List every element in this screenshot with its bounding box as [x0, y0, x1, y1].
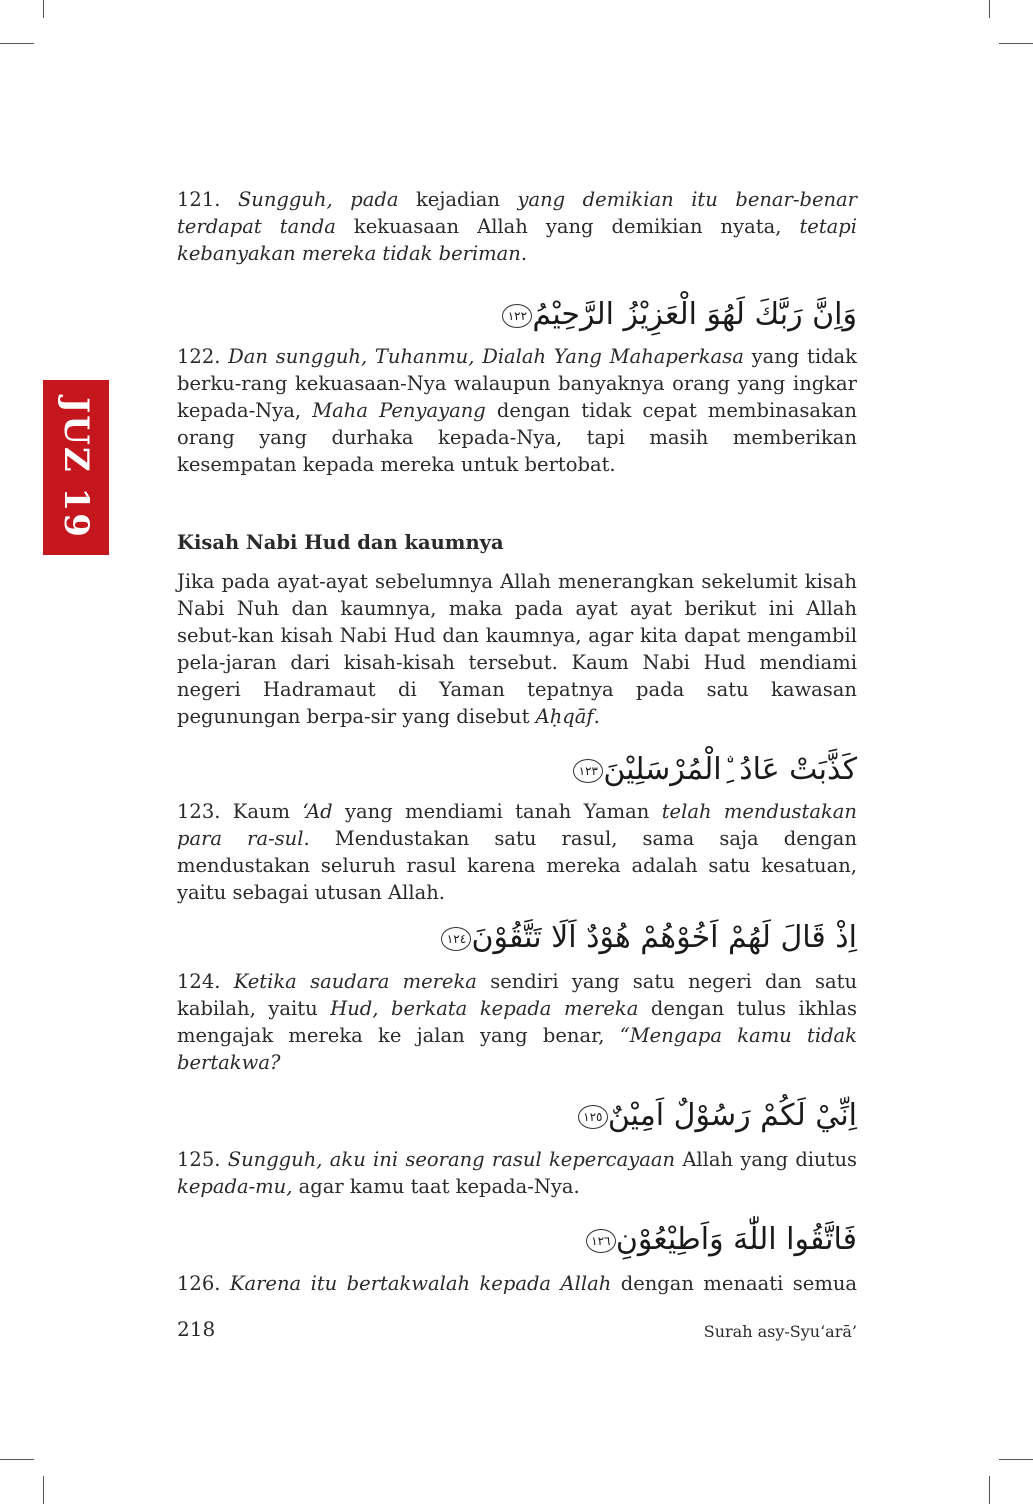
italic-run: Hud, berkata kepada mereka — [330, 997, 639, 1020]
crop-mark — [0, 43, 34, 44]
intro-paragraph — [177, 568, 857, 730]
crop-mark — [43, 0, 44, 18]
ayah-number-mark: ١٢٥ — [578, 1105, 608, 1129]
verse-text — [177, 345, 857, 476]
verse-text — [177, 800, 857, 904]
juz-tab-label: JUZ 19 — [56, 396, 96, 539]
text-run: dengan menaati semua — [611, 1272, 858, 1295]
verse-text — [177, 188, 857, 265]
arabic-text: اِنِّيْ لَكُمْ رَسُوْلٌ اَمِيْنٌ — [607, 1098, 857, 1133]
crop-mark — [989, 0, 990, 18]
verse-125-translation — [177, 1146, 857, 1200]
arabic-text: اِذْ قَالَ لَهُمْ اَخُوْهُمْ هُوْدٌ اَلَا تَتَّقُوْنَ — [471, 920, 857, 955]
verse-number: 122. — [177, 345, 221, 368]
italic-run: Maha Penyayang — [312, 399, 486, 422]
verse-126-translation — [177, 1270, 857, 1297]
page-content — [177, 186, 857, 1297]
crop-mark — [43, 1476, 44, 1504]
verse-number: 123. — [177, 800, 221, 823]
arabic-text: كَذَّبَتْ عَادُ ِۨالْمُرْسَلِيْنَ — [603, 752, 857, 787]
verse-number: 126. — [177, 1272, 221, 1295]
italic-run: tetapi kebanyakan mereka tidak beriman. — [177, 215, 857, 265]
arabic-verse-126 — [177, 1218, 857, 1262]
verse-number: 125. — [177, 1148, 221, 1171]
text-run: yang mendiami tanah Yaman — [332, 800, 662, 823]
intro-text — [177, 570, 857, 728]
section-heading: Kisah Nabi Hud dan kaumnya — [177, 531, 504, 554]
arabic-verse-123 — [177, 748, 857, 792]
text-run: Kaum — [220, 800, 303, 823]
running-footer-surah: Surah asy-Syu‘arā’ — [703, 1322, 857, 1341]
italic-run: Sungguh, pada — [237, 188, 399, 211]
italic-run: Dan sungguh, Tuhanmu, Dialah Yang Mahaperkasa — [228, 345, 744, 368]
italic-run: ‘Ad — [302, 800, 333, 823]
text-run: kekuasaan Allah yang demikian nyata, — [335, 215, 800, 238]
italic-run: yang demikian itu benar-benar terdapat tanda — [177, 188, 857, 238]
verse-text — [177, 1148, 857, 1198]
arabic-text: فَاتَّقُوا اللّٰهَ وَاَطِيْعُوْنِ — [615, 1222, 857, 1257]
verse-number: 121. — [177, 188, 221, 211]
ayah-number-mark: ١٢٦ — [586, 1229, 616, 1253]
crop-mark — [0, 1459, 34, 1460]
italic-run: Sungguh, aku ini seorang rasul kepercayaan — [227, 1148, 676, 1171]
page-number: 218 — [177, 1317, 216, 1341]
text-run: Mendustakan satu rasul, sama saja dengan mendustakan seluruh rasul karena mereka adalah satu kesatuan, yaitu sebagai utusan Allah. — [177, 827, 857, 904]
crop-mark — [999, 1459, 1033, 1460]
text-run: Jika pada ayat-ayat sebelumnya Allah menerangkan sekelumit kisah Nabi Nuh dan kaumnya, maka pada ayat ayat berikut ini Allah sebut-kan kisah Nabi Hud dan kaumnya, agar kita dapat mengambil pela-jaran dari kisah-kisah tersebut. Kaum Nabi Hud mendiami negeri Hadramaut di Yaman tepatnya pada satu kawasan pegunungan berpa-sir yang disebut — [177, 570, 857, 728]
italic-run: kepada-mu, — [177, 1175, 293, 1198]
arabic-verse-122 — [177, 293, 857, 337]
ayah-number-mark: ١٢٢ — [502, 304, 532, 328]
arabic-text: وَاِنَّ رَبَّكَ لَهُوَ الْعَزِيْزُ الرَّحِيْمُ — [532, 297, 857, 332]
ayah-number-mark: ١٢٣ — [573, 759, 603, 783]
text-run: Allah yang diutus — [675, 1148, 858, 1171]
verse-122-translation — [177, 343, 857, 478]
verse-121-translation — [177, 186, 857, 267]
crop-mark — [999, 43, 1033, 44]
ayah-number-mark: ١٢٤ — [441, 927, 471, 951]
verse-123-translation — [177, 798, 857, 906]
text-run: yang tidak berku-rang kekuasaan-Nya walaupun banyaknya orang yang ingkar kepada-Nya, — [177, 345, 857, 422]
arabic-verse-124 — [177, 916, 857, 960]
italic-run: Ketika saudara mereka — [233, 970, 477, 993]
italic-run: Aḥqāf — [535, 705, 594, 728]
italic-run: “Mengapa kamu tidak bertakwa? — [177, 1024, 857, 1074]
text-run: kejadian — [398, 188, 518, 211]
arabic-verse-125 — [177, 1094, 857, 1138]
text-run: dengan tulus ikhlas mengajak mereka ke jalan yang benar, — [177, 997, 858, 1047]
verse-text — [230, 1272, 857, 1295]
text-run: agar kamu taat kepada-Nya. — [292, 1175, 580, 1198]
text-run: . — [593, 705, 600, 728]
italic-run: telah mendustakan para ra-sul. — [177, 800, 857, 850]
verse-text — [177, 970, 857, 1074]
crop-mark — [989, 1476, 990, 1504]
juz-tab — [43, 380, 109, 555]
text-run: sendiri yang satu negeri dan satu kabilah, yaitu — [177, 970, 857, 1020]
italic-run: Karena itu bertakwalah kepada Allah — [229, 1272, 612, 1295]
verse-124-translation — [177, 968, 857, 1076]
verse-number: 124. — [177, 970, 221, 993]
text-run: dengan tidak cepat membinasakan orang yang durhaka kepada-Nya, tapi masih memberikan kesempatan kepada mereka untuk bertobat. — [177, 399, 857, 476]
